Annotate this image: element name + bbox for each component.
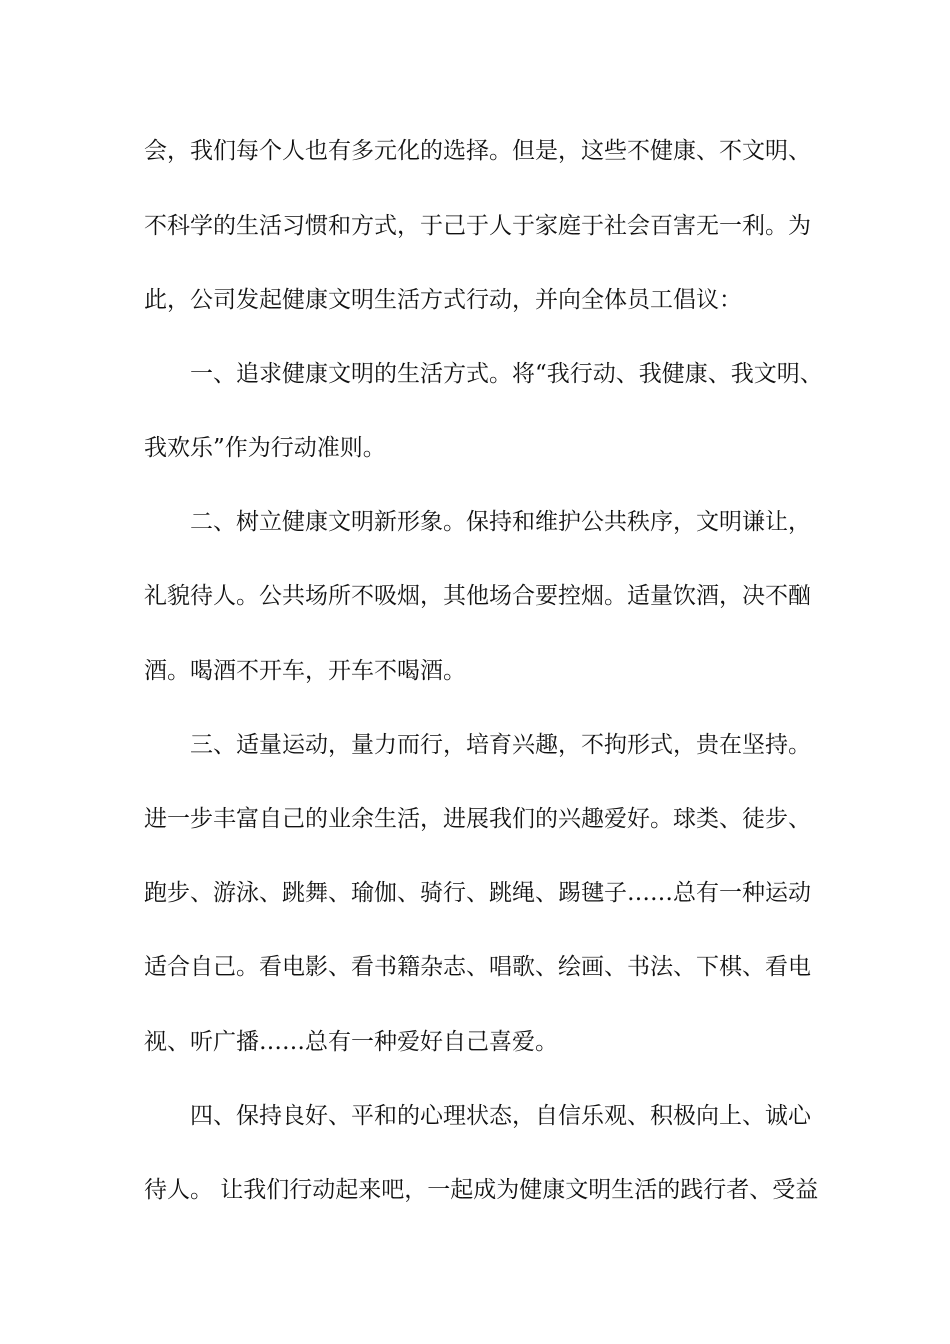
text-line: 适合自己。看电影、看书籍杂志、唱歌、绘画、书法、下棋、看电 bbox=[144, 954, 811, 980]
text-line: 待人。 让我们行动起来吧，一起成为健康文明生活的践行者、受益 bbox=[144, 1177, 819, 1203]
text-line: 进一步丰富自己的业余生活，进展我们的兴趣爱好。球类、徒步、 bbox=[144, 806, 811, 832]
text-line: 跑步、游泳、跳舞、瑜伽、骑行、跳绳、踢毽子……总有一种运动 bbox=[144, 880, 811, 906]
text-line: 此，公司发起健康文明生活方式行动，并向全体员工倡议： bbox=[144, 287, 742, 313]
text-line: 不科学的生活习惯和方式，于己于人于家庭于社会百害无一利。为 bbox=[144, 213, 811, 239]
text-line: 酒。喝酒不开车，开车不喝酒。 bbox=[144, 658, 466, 684]
text-line: 我欢乐”作为行动准则。 bbox=[144, 435, 386, 461]
paragraph-two-start: 二、树立健康文明新形象。保持和维护公共秩序，文明谦让， bbox=[190, 509, 811, 535]
paragraph-four-start: 四、保持良好、平和的心理状态，自信乐观、积极向上、诚心 bbox=[190, 1103, 811, 1129]
text-line: 会，我们每个人也有多元化的选择。但是，这些不健康、不文明、 bbox=[144, 138, 811, 164]
paragraph-one-start: 一、追求健康文明的生活方式。将“我行动、我健康、我文明、 bbox=[190, 361, 823, 387]
text-line: 礼貌待人。公共场所不吸烟，其他场合要控烟。适量饮酒，决不酗 bbox=[144, 583, 811, 609]
paragraph-three-start: 三、适量运动，量力而行，培育兴趣，不拘形式，贵在坚持。 bbox=[190, 732, 811, 758]
text-line: 视、听广播……总有一种爱好自己喜爱。 bbox=[144, 1029, 558, 1055]
